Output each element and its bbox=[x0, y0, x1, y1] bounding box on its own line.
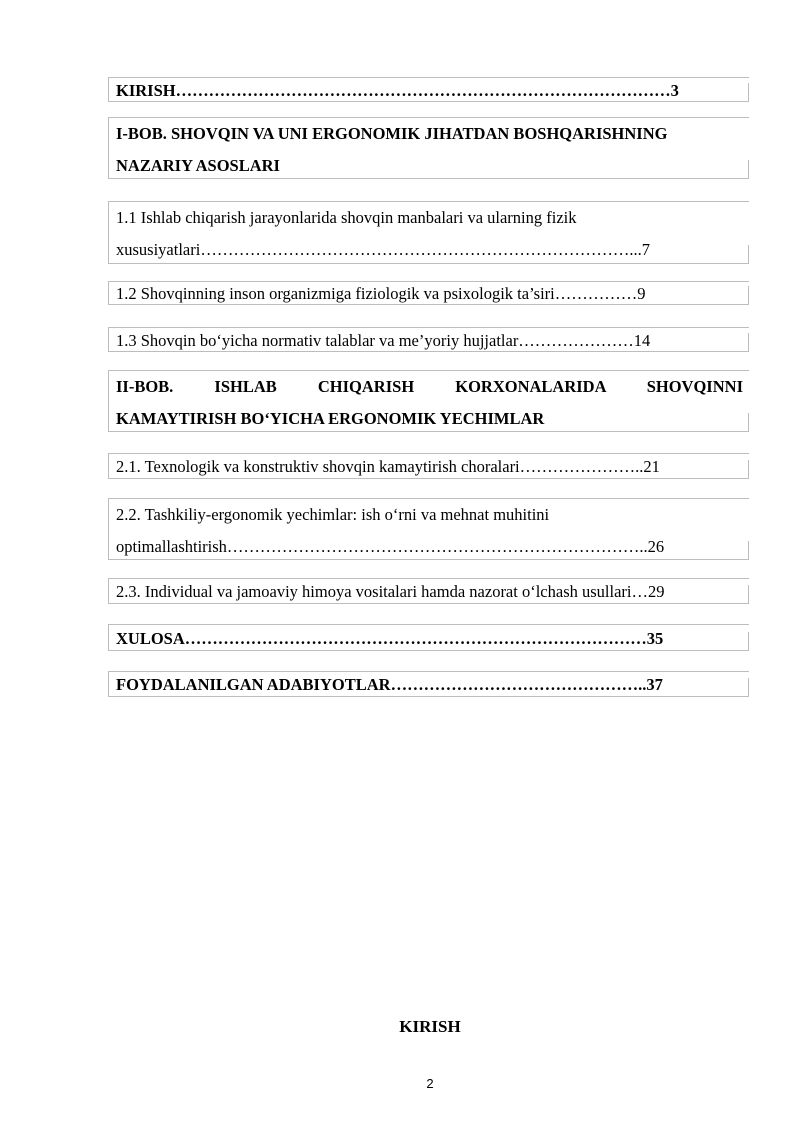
toc-2-2-line2: optimallashtirish…………………………………………………………………..26 bbox=[116, 537, 665, 556]
toc-entry-2-1 bbox=[108, 453, 749, 479]
toc-1-2-text: 1.2 Shovqinning inson organizmiga fiziologik va psixologik ta’siri……………9 bbox=[116, 284, 646, 303]
toc-adabiyotlar-text: FOYDALANILGAN ADABIYOTLAR………………………………………..37 bbox=[116, 675, 663, 694]
toc-entry-1-3 bbox=[108, 327, 749, 352]
toc-1-1-line1: 1.1 Ishlab chiqarish jarayonlarida shovqin manbalari va ularning fizik bbox=[116, 208, 577, 227]
toc-xulosa-text: XULOSA…………………………………………………………………………35 bbox=[116, 629, 664, 648]
toc-entry-chapter-2 bbox=[108, 370, 749, 432]
toc-1-1-line2: xususiyatlari……………………………………………………………………...7 bbox=[116, 240, 650, 259]
toc-chapter2-line2: KAMAYTIRISH BO‘YICHA ERGONOMIK YECHIMLAR bbox=[116, 409, 545, 428]
toc-entry-1-2 bbox=[108, 281, 749, 305]
toc-entry-1-1 bbox=[108, 201, 749, 264]
section-heading: KIRISH bbox=[399, 1017, 461, 1036]
toc-entry-kirish bbox=[108, 77, 749, 102]
toc-entry-2-3 bbox=[108, 578, 749, 604]
toc-2-3-text: 2.3. Individual va jamoaviy himoya vositalari hamda nazorat o‘lchash usullari…29 bbox=[116, 582, 665, 601]
toc-entry-2-2 bbox=[108, 498, 749, 560]
toc-kirish-text: KIRISH………………………………………………………………………………3 bbox=[116, 81, 679, 100]
toc-chapter1-line1: I-BOB. SHOVQIN VA UNI ERGONOMIK JIHATDAN BOSHQARISHNING bbox=[116, 124, 668, 143]
toc-2-1-text: 2.1. Texnologik va konstruktiv shovqin kamaytirish choralari…………………..21 bbox=[116, 457, 660, 476]
toc-chapter1-line2: NAZARIY ASOSLARI bbox=[116, 156, 280, 175]
toc-entry-adabiyotlar bbox=[108, 671, 749, 697]
page-number: 2 bbox=[426, 1076, 434, 1091]
toc-chapter2-line1: II-BOB. ISHLAB CHIQARISH KORXONALARIDA SHOVQINNI bbox=[116, 377, 743, 396]
toc-entry-xulosa bbox=[108, 624, 749, 651]
toc-2-2-line1: 2.2. Tashkiliy-ergonomik yechimlar: ish o‘rni va mehnat muhitini bbox=[116, 505, 550, 524]
toc-entry-chapter-1 bbox=[108, 117, 749, 179]
toc-1-3-text: 1.3 Shovqin bo‘yicha normativ talablar va me’yoriy hujjatlar…………………14 bbox=[116, 331, 651, 350]
